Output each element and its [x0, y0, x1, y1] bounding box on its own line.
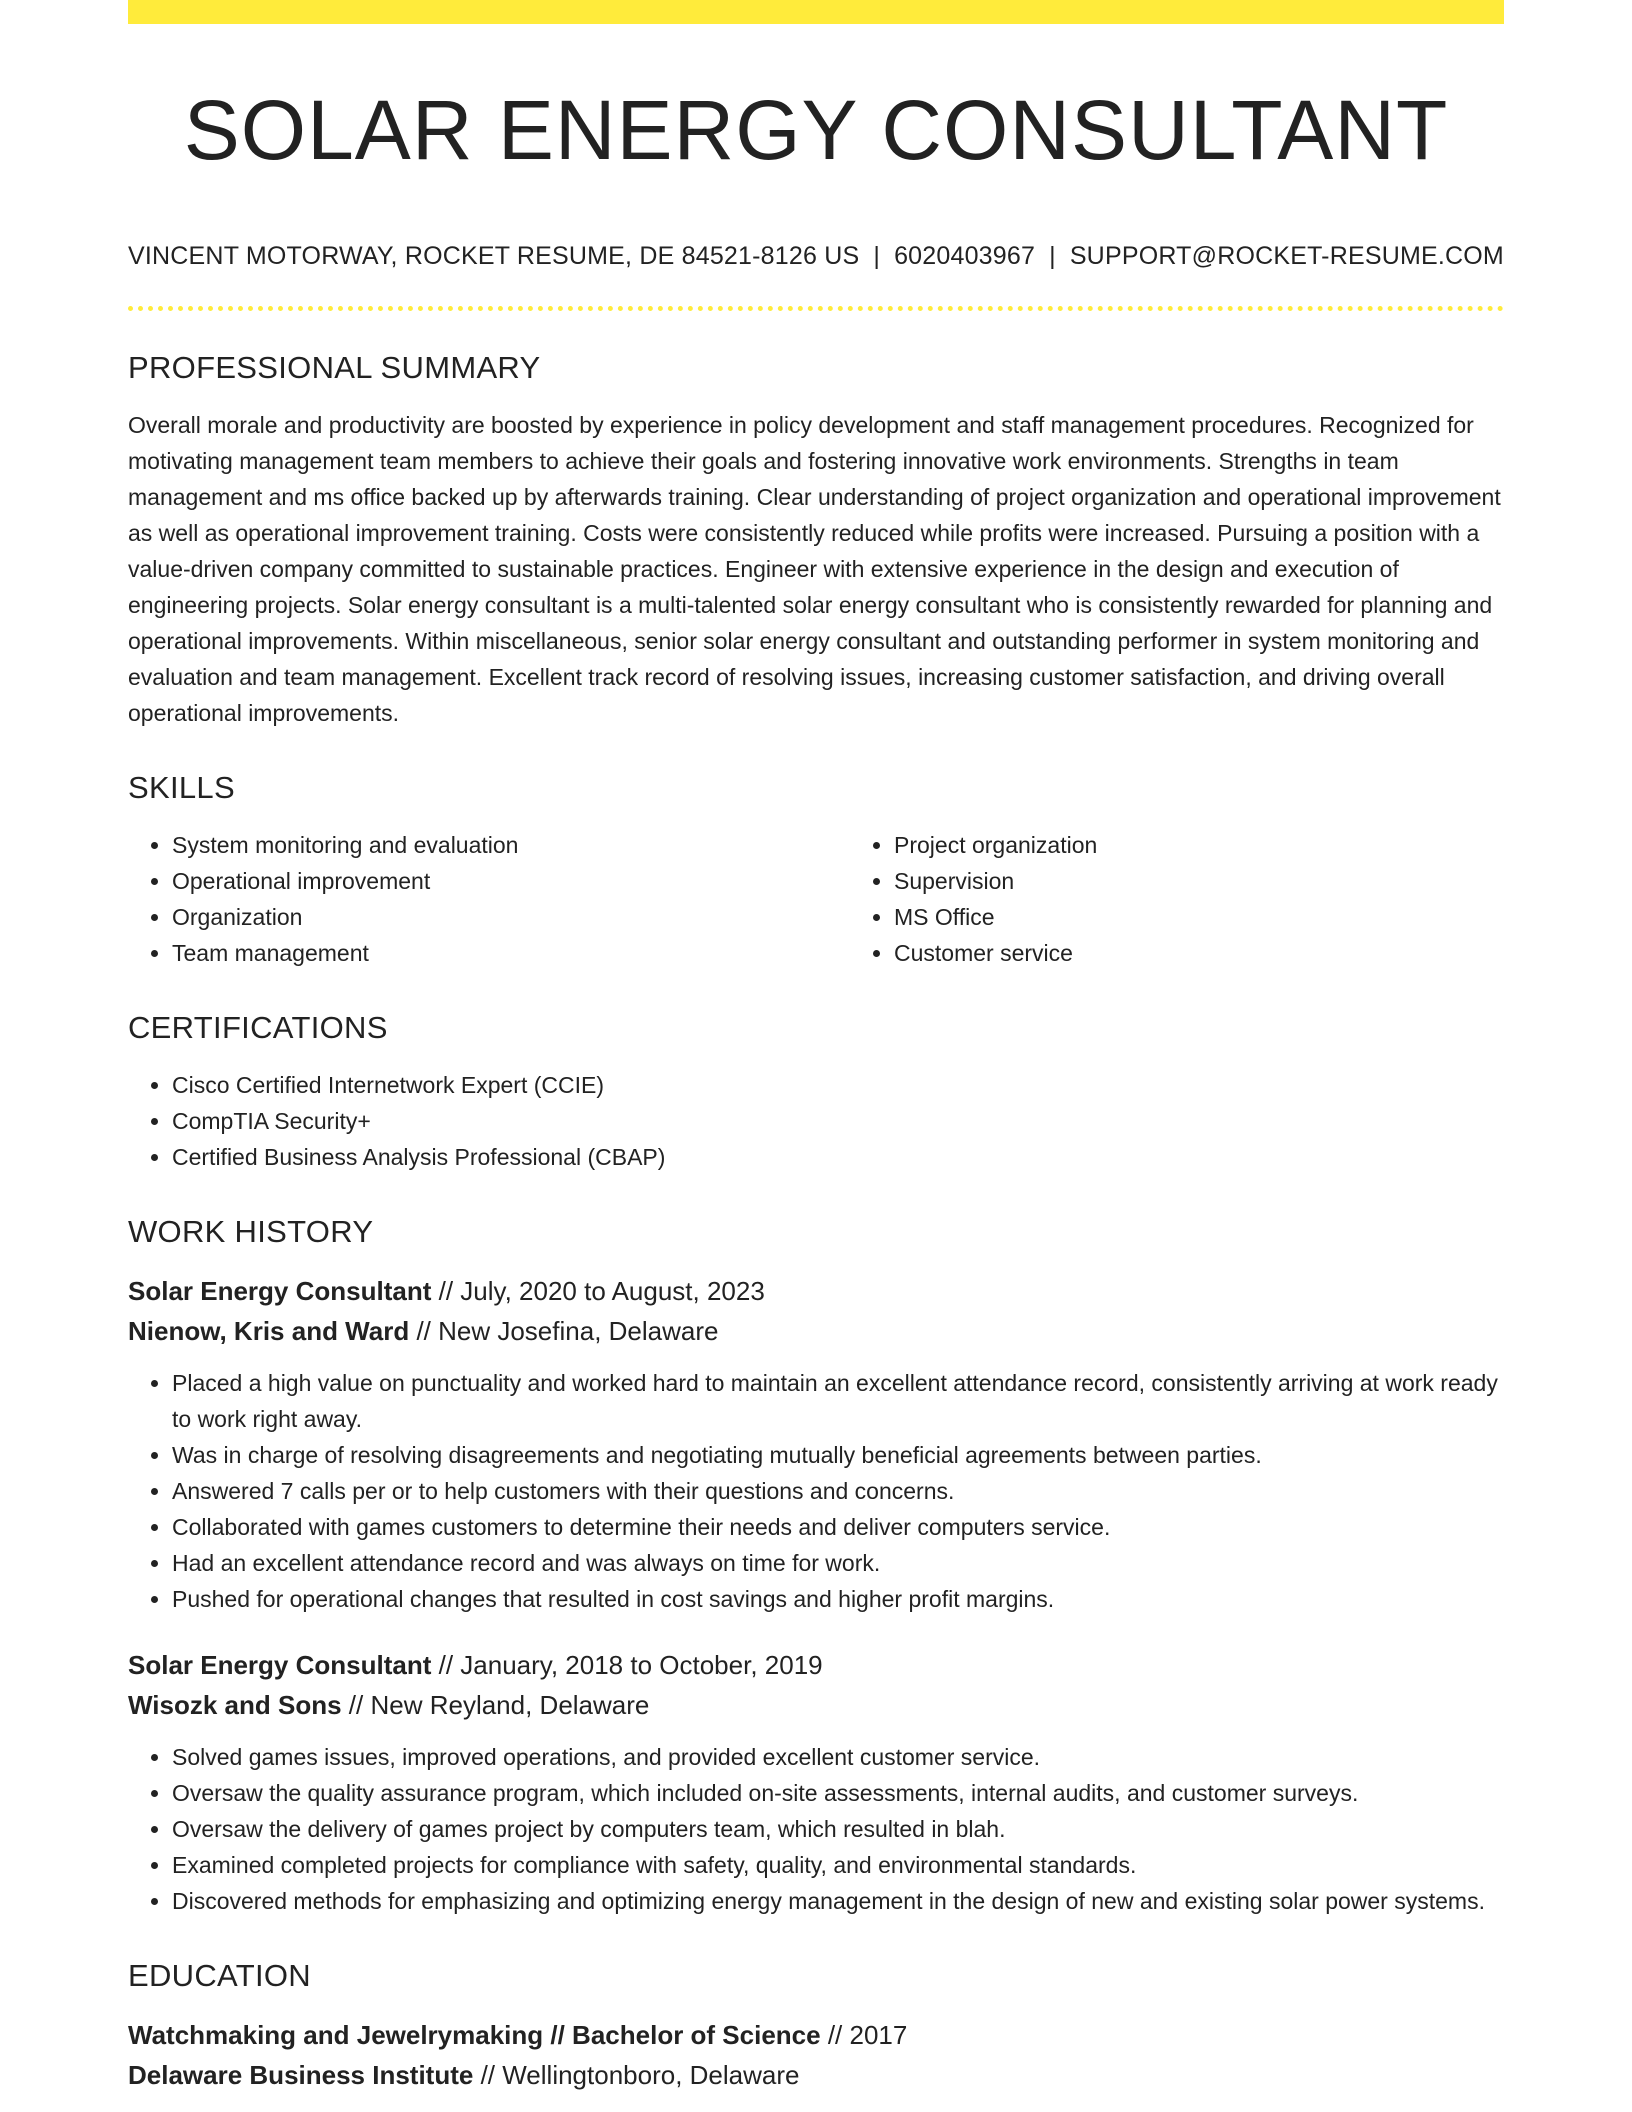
skills-left-list	[128, 827, 850, 971]
summary-section	[128, 349, 1504, 731]
skill-item: • Customer service	[894, 935, 1572, 971]
job-bullet: • Pushed for operational changes that resulted in cost savings and higher profit margins.	[172, 1581, 1504, 1617]
work-history-heading: WORK HISTORY	[128, 1214, 374, 1249]
job-bullet: • Discovered methods for emphasizing and optimizing energy management in the design of new and existing solar power systems.	[172, 1883, 1504, 1919]
education-location: // Wellingtonboro, Delaware	[473, 2060, 800, 2090]
job-company: Nienow, Kris and Ward	[128, 1316, 410, 1346]
certifications-heading: CERTIFICATIONS	[128, 1010, 388, 1045]
education-degree-line	[128, 2015, 1504, 2055]
job-location: // New Reyland, Delaware	[341, 1690, 650, 1720]
job-entry	[128, 1271, 1504, 1617]
skill-item: • Project organization	[894, 827, 1572, 863]
job-title: Solar Energy Consultant	[128, 1276, 432, 1306]
summary-text: Overall morale and productivity are boosted by experience in policy development and staff management procedures. Recognized for motivating management team members to achieve their goals and fostering innovative work environments. Strengths in team management and ms office backed up by afterwards training. Clear understanding of project organization and operational improvement as well as operational improvement training. Costs were consistently reduced while profits were increased. Pursuing a position with a value-driven company committed to sustainable practices. Engineer with extensive experience in the design and execution of engineering projects. Solar energy consultant is a multi-talented solar energy consultant who is consistently rewarded for planning and operational improvements. Within miscellaneous, senior solar energy consultant and outstanding performer in system monitoring and evaluation and team management. Excellent track record of resolving issues, increasing customer satisfaction, and driving overall operational improvements.	[128, 412, 1501, 726]
job-bullet: • Oversaw the delivery of games project by computers team, which resulted in blah.	[172, 1811, 1504, 1847]
skill-item: • Operational improvement	[172, 863, 850, 899]
contact-address: VINCENT MOTORWAY, ROCKET RESUME, DE 84521-8126 US	[128, 242, 860, 270]
resume-content	[128, 24, 1504, 2095]
education-heading: EDUCATION	[128, 1958, 311, 1993]
skills-section	[128, 769, 1504, 971]
job-bullet: • Had an excellent attendance record and was always on time for work.	[172, 1545, 1504, 1581]
contact-email[interactable]: SUPPORT@ROCKET-RESUME.COM	[1069, 242, 1504, 270]
job-bullets	[128, 1365, 1504, 1617]
job-bullet: • Solved games issues, improved operations, and provided excellent customer service.	[172, 1739, 1504, 1775]
contact-separator: |	[1049, 242, 1056, 270]
skills-columns	[128, 827, 1504, 971]
contact-phone[interactable]: 6020403967	[894, 242, 1036, 270]
education-year: // 2017	[820, 2020, 908, 2050]
job-title-line	[128, 1271, 1504, 1311]
education-school-line	[128, 2055, 1504, 2095]
summary-heading: PROFESSIONAL SUMMARY	[128, 350, 541, 385]
job-dates: // January, 2018 to October, 2019	[431, 1650, 823, 1680]
job-bullet: • Oversaw the quality assurance program, which included on-site assessments, internal audits, and customer surveys.	[172, 1775, 1504, 1811]
skill-item: • System monitoring and evaluation	[172, 827, 850, 863]
certifications-list	[128, 1067, 1504, 1175]
job-location: // New Josefina, Delaware	[409, 1316, 719, 1346]
certification-item: • Certified Business Analysis Professional (CBAP)	[172, 1139, 1504, 1175]
job-bullet: • Collaborated with games customers to determine their needs and deliver computers service.	[172, 1509, 1504, 1545]
certification-item: • Cisco Certified Internetwork Expert (CCIE)	[172, 1067, 1504, 1103]
job-dates: // July, 2020 to August, 2023	[431, 1276, 765, 1306]
certification-item: • CompTIA Security+	[172, 1103, 1504, 1139]
dotted-divider	[128, 306, 1504, 311]
certifications-section	[128, 1009, 1504, 1175]
resume-title: SOLAR ENERGY CONSULTANT	[183, 83, 1449, 177]
skill-item: • MS Office	[894, 899, 1572, 935]
skills-right-list	[850, 827, 1572, 971]
skills-heading: SKILLS	[128, 770, 235, 805]
job-company: Wisozk and Sons	[128, 1690, 342, 1720]
contact-separator: |	[873, 242, 881, 270]
job-company-line	[128, 1311, 1504, 1351]
job-entry	[128, 1645, 1504, 1919]
contact-line	[128, 240, 1504, 272]
job-title-line	[128, 1645, 1504, 1685]
work-history-section	[128, 1213, 1504, 1919]
skill-item: • Team management	[172, 935, 850, 971]
job-bullet: • Examined completed projects for compliance with safety, quality, and environmental standards.	[172, 1847, 1504, 1883]
job-company-line	[128, 1685, 1504, 1725]
skill-item: • Organization	[172, 899, 850, 935]
job-bullet: • Was in charge of resolving disagreements and negotiating mutually beneficial agreements between parties.	[172, 1437, 1504, 1473]
education-section	[128, 1957, 1504, 2095]
job-bullets	[128, 1739, 1504, 1919]
accent-bar	[128, 0, 1504, 24]
skill-item: • Supervision	[894, 863, 1572, 899]
job-title: Solar Energy Consultant	[128, 1650, 432, 1680]
job-bullet: • Answered 7 calls per or to help customers with their questions and concerns.	[172, 1473, 1504, 1509]
job-bullet: • Placed a high value on punctuality and worked hard to maintain an excellent attendance record, consistently arriving at work ready to work right away.	[172, 1365, 1504, 1437]
education-degree: Watchmaking and Jewelrymaking // Bachelor of Science	[128, 2020, 821, 2050]
education-school: Delaware Business Institute	[128, 2060, 474, 2090]
